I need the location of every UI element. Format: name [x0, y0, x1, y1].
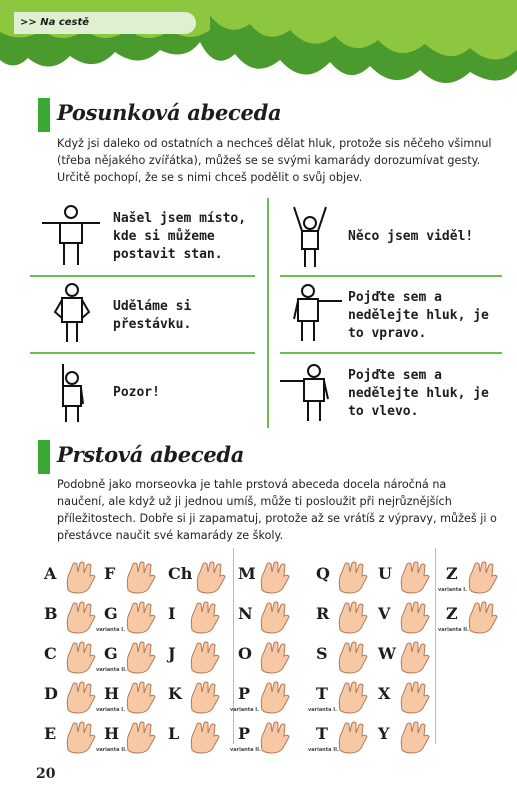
alphabet-letter: T — [316, 684, 328, 703]
variant-label: varianta I. — [230, 707, 260, 713]
hand-sign-icon — [256, 720, 292, 754]
grid-divider — [30, 275, 255, 277]
variant-label: varianta II. — [96, 747, 127, 753]
hand-sign-icon — [186, 680, 222, 714]
alphabet-letter: K — [168, 684, 182, 703]
section-marker — [38, 98, 50, 132]
alphabet-letter: I — [168, 604, 176, 623]
hand-sign-icon — [62, 640, 98, 674]
alphabet-letter: S — [316, 644, 328, 663]
alphabet-letter: Ch — [168, 564, 193, 583]
hand-sign-icon — [256, 560, 292, 594]
hand-sign-icon — [186, 640, 222, 674]
alphabet-letter: G — [104, 644, 118, 663]
figure-point-left-icon — [278, 363, 332, 423]
grid-divider — [267, 198, 269, 428]
hand-sign-icon — [334, 560, 370, 594]
section-title-prstova: Prstová abeceda — [57, 442, 245, 467]
alphabet-letter: H — [104, 724, 120, 743]
alphabet-letter: X — [378, 684, 391, 703]
variant-label: varianta II. — [438, 627, 469, 633]
signal-text: Pojďte sem a nedělejte hluk, je to vpravo. — [348, 290, 489, 341]
alphabet-letter: F — [104, 564, 116, 583]
section-intro-posunkova: Když jsi daleko od ostatních a nechceš dělat hluk, protože sis něčeho všimnul (třeba nějakého zvířátka), můžeš se se svými kamarády dorozumívat gesty. Určitě pochopí, že se s nimi chceš podělit o svůj objev. — [57, 137, 492, 184]
figure-point-right-icon — [290, 283, 344, 343]
column-divider — [435, 548, 436, 744]
alphabet-letter: A — [44, 564, 57, 583]
alphabet-letter: N — [238, 604, 253, 623]
hand-sign-icon — [62, 560, 98, 594]
hand-sign-icon — [62, 600, 98, 634]
variant-label: varianta I. — [308, 707, 338, 713]
alphabet-letter: D — [44, 684, 58, 703]
variant-label: varianta II. — [96, 667, 127, 673]
hand-sign-icon — [334, 640, 370, 674]
hand-sign-icon — [464, 600, 500, 634]
hand-sign-icon — [122, 600, 158, 634]
alphabet-letter: C — [44, 644, 57, 663]
signal-text: Pojďte sem a nedělejte hluk, je to vlevo. — [348, 368, 489, 419]
alphabet-letter: G — [104, 604, 118, 623]
section-intro-prstova: Podobně jako morseovka je tahle prstová abeceda docela náročná na naučení, ale když už ji jednou umíš, může ti posloužit při nejrůznějších příležitostech. Dobře si ji zapamatuj, protože až se vrátíš z výpravy, můžeš ji o přestávce naučit své kamarády ze školy. — [57, 478, 497, 542]
hand-sign-icon — [122, 720, 158, 754]
alphabet-letter: W — [378, 644, 396, 663]
alphabet-letter: Z — [446, 604, 458, 623]
hand-sign-icon — [396, 600, 432, 634]
alphabet-letter: R — [316, 604, 330, 623]
alphabet-letter: E — [44, 724, 57, 743]
alphabet-letter: U — [378, 564, 392, 583]
figure-hands-on-hips-icon — [52, 282, 92, 344]
signal-text: Uděláme si přestávku. — [113, 299, 192, 332]
variant-label: varianta I. — [438, 587, 468, 593]
signal-text: Našel jsem místo, kde si můžeme postavit stan. — [113, 211, 247, 262]
alphabet-letter: P — [238, 724, 251, 743]
alphabet-letter: Z — [446, 564, 458, 583]
hand-sign-icon — [186, 720, 222, 754]
hand-sign-icon — [186, 600, 222, 634]
hand-sign-icon — [62, 680, 98, 714]
alphabet-letter: L — [168, 724, 180, 743]
hand-sign-icon — [396, 640, 432, 674]
hand-sign-icon — [122, 560, 158, 594]
signal-text: Něco jsem viděl! — [348, 229, 474, 244]
hand-sign-icon — [122, 640, 158, 674]
hand-sign-icon — [256, 680, 292, 714]
alphabet-letter: O — [238, 644, 252, 663]
hand-sign-icon — [192, 560, 228, 594]
alphabet-letter: Y — [378, 724, 390, 743]
variant-label: varianta II. — [230, 747, 261, 753]
hand-sign-icon — [334, 720, 370, 754]
breadcrumb[interactable]: >> Na cestě — [14, 12, 196, 34]
figure-arm-raised-icon — [55, 360, 89, 424]
variant-label: varianta I. — [96, 707, 126, 713]
hand-sign-icon — [396, 720, 432, 754]
hand-sign-icon — [464, 560, 500, 594]
alphabet-letter: J — [168, 644, 176, 663]
figure-arms-out-icon — [40, 203, 102, 269]
alphabet-letter: V — [378, 604, 391, 623]
hand-sign-icon — [62, 720, 98, 754]
grid-divider — [30, 352, 255, 354]
page-number: 20 — [36, 766, 56, 782]
hand-sign-icon — [396, 680, 432, 714]
signal-text: Pozor! — [113, 385, 160, 400]
section-title-posunkova: Posunková abeceda — [57, 100, 282, 125]
hand-sign-icon — [334, 680, 370, 714]
grid-divider — [280, 352, 502, 354]
hand-sign-icon — [256, 600, 292, 634]
alphabet-letter: H — [104, 684, 120, 703]
alphabet-letter: T — [316, 724, 328, 743]
alphabet-letter: P — [238, 684, 251, 703]
alphabet-letter: B — [44, 604, 58, 623]
variant-label: varianta II. — [308, 747, 339, 753]
section-marker — [38, 440, 50, 474]
hand-sign-icon — [122, 680, 158, 714]
alphabet-letter: M — [238, 564, 256, 583]
column-divider — [233, 548, 234, 744]
variant-label: varianta I. — [96, 627, 126, 633]
hand-sign-icon — [256, 640, 292, 674]
figure-arms-up-icon — [290, 205, 330, 269]
alphabet-letter: Q — [316, 564, 330, 583]
hand-sign-icon — [396, 560, 432, 594]
grid-divider — [280, 275, 502, 277]
hand-sign-icon — [334, 600, 370, 634]
